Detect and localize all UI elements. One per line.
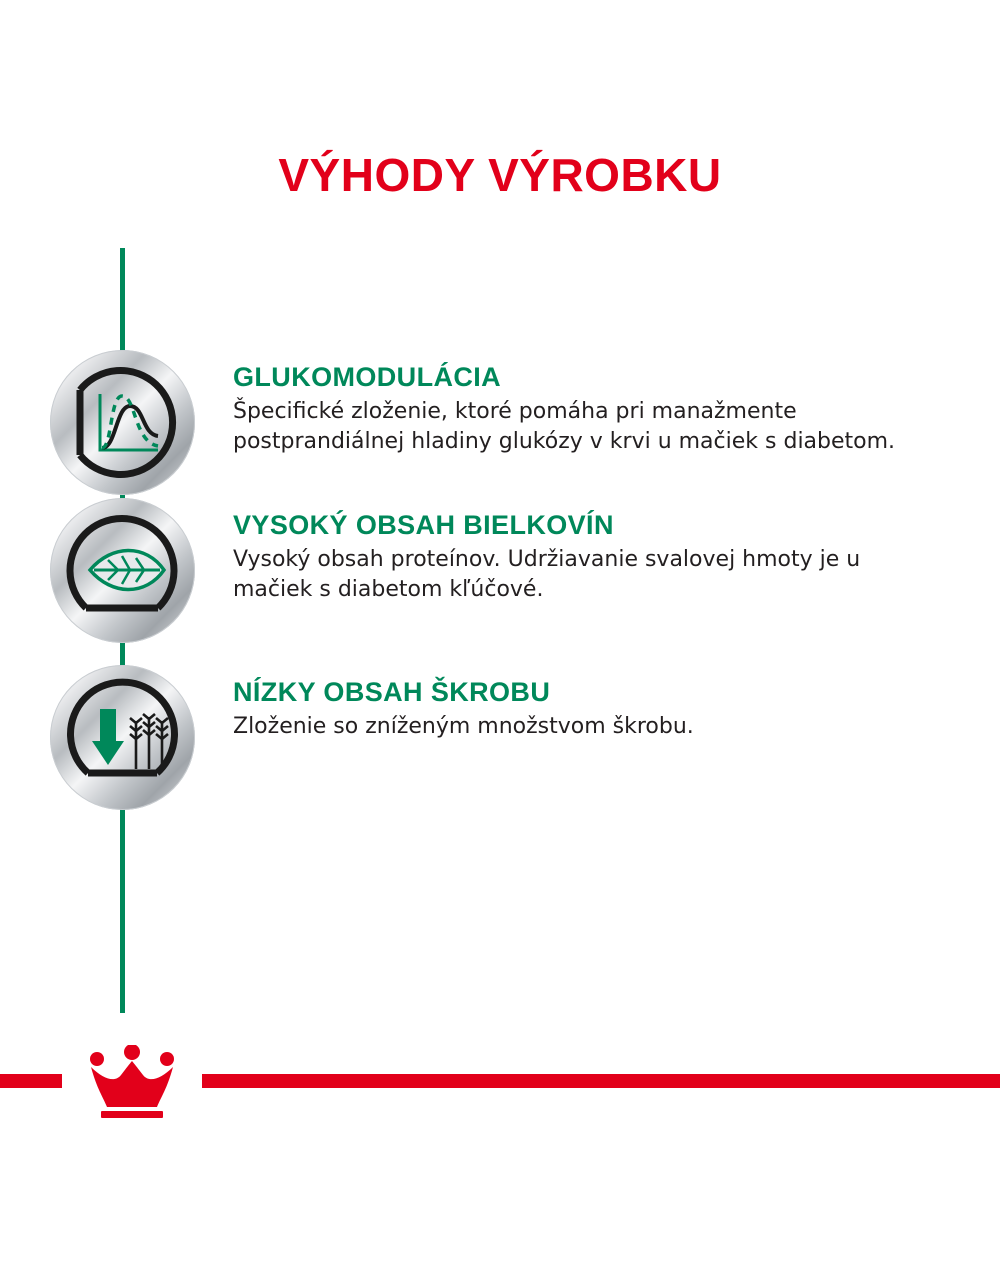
protein-leaf-icon [50,498,195,643]
benefits-list [0,350,1000,781]
benefit-text-wrap [233,665,933,742]
benefit-title: GLUKOMODULÁCIA [233,362,502,392]
page-title: VÝHODY VÝROBKU [278,149,722,201]
benefit-description: Zloženie so zníženým množstvom škrobu. [233,713,694,739]
benefit-text-wrap [233,498,933,604]
benefit-item [0,498,1000,604]
benefit-description: Špecifické zloženie, ktoré pomáha pri manažmente postprandiálnej hladiny glukózy v krvi u mačiek s diabetom. [233,399,896,454]
benefit-item [0,350,1000,456]
footer [0,1057,1000,1105]
low-starch-wheat-arrow-icon [50,665,195,810]
benefit-text-wrap [233,350,933,456]
glucose-curve-icon [50,350,195,495]
benefit-title: NÍZKY OBSAH ŠKROBU [233,676,551,707]
benefit-description: Vysoký obsah proteínov. Udržiavanie svalovej hmoty je u mačiek s diabetom kľúčové. [233,547,861,603]
royal-canin-crown-icon [62,1039,202,1125]
benefit-item [0,665,1000,742]
benefit-icon-wrap [50,665,195,810]
benefit-icon-wrap [50,350,195,495]
benefit-title: VYSOKÝ OBSAH BIELKOVÍN [233,510,614,541]
benefit-icon-wrap [50,498,195,643]
